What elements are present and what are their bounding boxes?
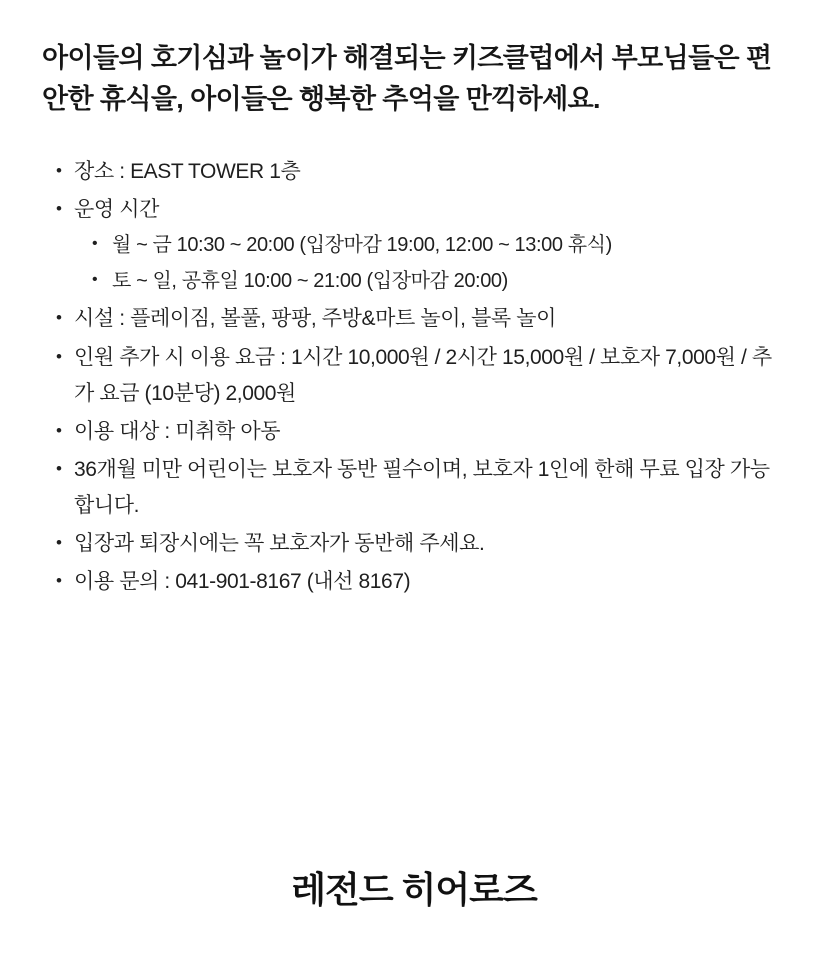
list-item-label: 이용 대상 : 미취학 아동 <box>74 419 281 443</box>
info-list <box>42 154 788 600</box>
list-item <box>42 526 788 562</box>
list-item <box>42 414 788 450</box>
sub-list-item <box>74 264 788 300</box>
list-item-label: 장소 : EAST TOWER 1층 <box>74 160 301 184</box>
list-item <box>42 340 788 412</box>
sub-list-operating-hours <box>74 228 788 299</box>
list-item-label: 인원 추가 시 이용 요금 : 1시간 10,000원 / 2시간 15,000원 / 보호자 7,000원 / 추가 요금 (10분당) 2,000원 <box>74 345 772 405</box>
footer-title: 레전드 히어로즈 <box>291 869 537 910</box>
list-item <box>42 192 788 299</box>
list-item-label: 운영 시간 <box>74 198 159 222</box>
sub-list-item-label: 월 ~ 금 10:30 ~ 20:00 (입장마감 19:00, 12:00 ~ 13:00 휴식) <box>112 234 612 257</box>
list-item <box>42 301 788 337</box>
sub-list-item-label: 토 ~ 일, 공휴일 10:00 ~ 21:00 (입장마감 20:00) <box>112 269 508 292</box>
list-item-label: 입장과 퇴장시에는 꼭 보호자가 동반해 주세요. <box>74 532 485 556</box>
page-title: 아이들의 호기심과 놀이가 해결되는 키즈클럽에서 부모님들은 편안한 휴식을, 아이들은 행복한 추억을 만끽하세요. <box>42 43 772 115</box>
list-item-label: 36개월 미만 어린이는 보호자 동반 필수이며, 보호자 1인에 한해 무료 입장 가능합니다. <box>74 457 770 518</box>
sub-list-item <box>74 228 788 264</box>
list-item <box>42 564 788 600</box>
list-item <box>42 154 788 190</box>
list-item-label: 시설 : 플레이짐, 볼풀, 팡팡, 주방&마트 놀이, 블록 놀이 <box>74 307 556 331</box>
list-item-label: 이용 문의 : 041-901-8167 (내선 8167) <box>74 570 411 594</box>
list-item <box>42 452 788 524</box>
